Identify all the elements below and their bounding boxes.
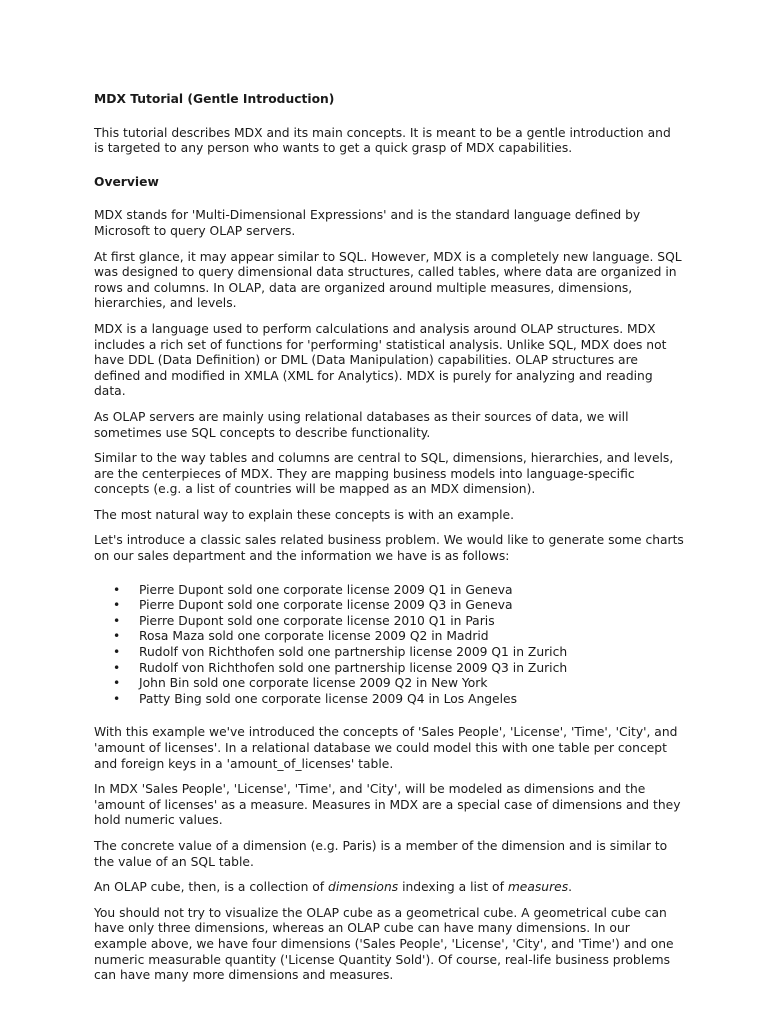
list-item bbox=[94, 614, 684, 630]
intro-paragraph: This tutorial describes MDX and its main concepts. It is meant to be a gentle introduction and is targeted to any person who wants to get a quick grasp of MDX capabilities. bbox=[94, 125, 671, 156]
document-title: MDX Tutorial (Gentle Introduction) bbox=[94, 92, 335, 106]
paragraph-mdx-definition: MDX stands for 'Multi-Dimensional Expressions' and is the standard language defined by Microsoft to query OLAP servers. bbox=[94, 208, 641, 238]
list-item bbox=[94, 645, 684, 661]
paragraph-olap-servers: As OLAP servers are mainly using relational databases as their sources of data, we will sometimes use SQL concepts to describe functionality. bbox=[94, 409, 629, 440]
paragraph-olap-cube bbox=[94, 880, 684, 896]
paragraph-sql-comparison: At first glance, it may appear similar to SQL. However, MDX is a completely new language. SQL was designed to query dimensional data structures, called tables, where data are organized in rows and columns. In OLAP, data are organized around multiple measures, dimensions, hierarchies, and levels. bbox=[94, 249, 682, 311]
list-item-text: John Bin sold one corporate license 2009 Q2 in New York bbox=[139, 676, 488, 691]
document-page bbox=[94, 92, 684, 994]
cube-emphasis-dimensions: dimensions bbox=[328, 880, 399, 895]
bullet-icon: • bbox=[113, 691, 121, 706]
paragraph-concepts-introduced: With this example we've introduced the concepts of 'Sales People', 'License', 'Time', 'City', and 'amount of licenses'. In a relational database we could model this with one table per concept and foreign keys in a 'amount_of_licenses' table. bbox=[94, 725, 678, 771]
bullet-icon: • bbox=[113, 629, 121, 644]
list-item bbox=[94, 629, 684, 645]
paragraph-mdx-language: MDX is a language used to perform calculations and analysis around OLAP structures. MDX includes a rich set of functions for 'performing' statistical analysis. Unlike SQL, MDX does not have DDL (Data Definition) or DML (Data Manipulation) capabilities. OLAP structures are defined and modified in XMLA (XML for Analytics). MDX is purely for analyzing and reading data. bbox=[94, 321, 667, 399]
paragraph-dimensions-measures: In MDX 'Sales People', 'License', 'Time', and 'City', will be modeled as dimensions and the 'amount of licenses' as a measure. Measures in MDX are a special case of dimensions and they hold numeric values. bbox=[94, 782, 681, 828]
bullet-icon: • bbox=[113, 645, 121, 660]
cube-emphasis-measures: measures bbox=[507, 880, 569, 895]
list-item-text: Rosa Maza sold one corporate license 2009 Q2 in Madrid bbox=[139, 629, 489, 644]
list-item bbox=[94, 583, 684, 599]
cube-text-2: indexing a list of bbox=[398, 880, 508, 895]
list-item bbox=[94, 692, 684, 708]
cube-text-1: An OLAP cube, then, is a collection of bbox=[94, 880, 329, 895]
paragraph-geometrical-cube: You should not try to visualize the OLAP cube as a geometrical cube. A geometrical cube can have only three dimensions, whereas an OLAP cube can have many dimensions. In our example above, we have four dimensions ('Sales People', 'License', 'City', and 'Time') and one numeric measurable quantity ('License Quantity Sold'). Of course, real-life business problems can have many more dimensions and measures. bbox=[94, 905, 674, 983]
paragraph-business-problem: Let's introduce a classic sales related business problem. We would like to generate some charts on our sales department and the information we have is as follows: bbox=[94, 533, 684, 564]
list-item-text: Rudolf von Richthofen sold one partnership license 2009 Q3 in Zurich bbox=[139, 660, 568, 675]
list-item-text: Patty Bing sold one corporate license 2009 Q4 in Los Angeles bbox=[139, 691, 518, 706]
list-item-text: Pierre Dupont sold one corporate license 2009 Q1 in Geneva bbox=[139, 582, 513, 597]
list-item bbox=[94, 676, 684, 692]
list-item-text: Rudolf von Richthofen sold one partnership license 2009 Q1 in Zurich bbox=[139, 645, 568, 660]
paragraph-concrete-value: The concrete value of a dimension (e.g. Paris) is a member of the dimension and is similar to the value of an SQL table. bbox=[94, 838, 668, 869]
list-item bbox=[94, 661, 684, 677]
sales-list bbox=[94, 583, 684, 708]
bullet-icon: • bbox=[113, 582, 121, 597]
paragraph-centerpieces: Similar to the way tables and columns are central to SQL, dimensions, hierarchies, and levels, are the centerpieces of MDX. They are mapping business models into language-specific concepts (e.g. a list of countries will be mapped as an MDX dimension). bbox=[94, 451, 674, 497]
bullet-icon: • bbox=[113, 676, 121, 691]
list-item-text: Pierre Dupont sold one corporate license 2009 Q3 in Geneva bbox=[139, 598, 513, 613]
bullet-icon: • bbox=[113, 598, 121, 613]
bullet-icon: • bbox=[113, 613, 121, 628]
overview-heading: Overview bbox=[94, 174, 159, 189]
list-item-text: Pierre Dupont sold one corporate license 2010 Q1 in Paris bbox=[139, 613, 495, 628]
list-item bbox=[94, 598, 684, 614]
paragraph-natural-way: The most natural way to explain these concepts is with an example. bbox=[94, 507, 515, 522]
bullet-icon: • bbox=[113, 660, 121, 675]
cube-text-3: . bbox=[568, 880, 573, 895]
